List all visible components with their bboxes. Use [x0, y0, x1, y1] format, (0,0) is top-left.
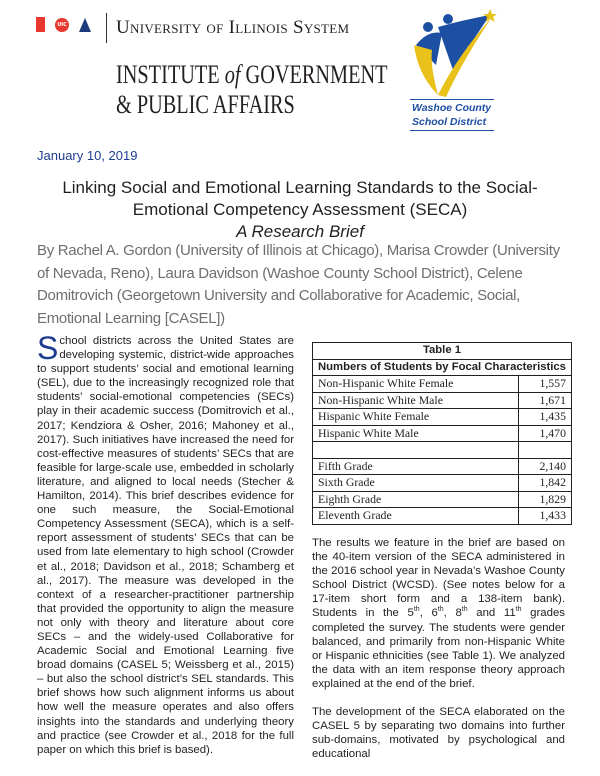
washoe-line1: Washoe County	[412, 102, 492, 114]
row-label: Non-Hispanic White Male	[313, 392, 519, 409]
sup: th	[515, 606, 522, 614]
row-value: 1,842	[519, 475, 572, 492]
title-line1: Linking Social and Emotional Learning Standards to the Social-	[62, 178, 538, 197]
table-row	[313, 376, 572, 393]
illinois-block-i-logo	[36, 17, 45, 32]
igpa-text: GOVERNMENT	[240, 60, 388, 89]
text: The results we feature in the brief are based on the 40-item version of the SECA administered in the 2016 school year in Nevada’s Washoe County School District (WCSD). (See notes below for a 17-item short form and a 138-item bank). Students in the 5	[312, 537, 565, 620]
row-value	[519, 442, 572, 459]
row-value: 2,140	[519, 458, 572, 475]
title-line2: Emotional Competency Assessment (SECA)	[132, 200, 468, 219]
right-column-text	[312, 536, 565, 761]
publication-date: January 10, 2019	[37, 148, 138, 163]
table-row	[313, 458, 572, 475]
igpa-text: INSTITUTE	[116, 60, 225, 89]
text: and 11	[467, 607, 516, 620]
row-value: 1,557	[519, 376, 572, 393]
subtitle: A Research Brief	[236, 222, 364, 241]
table-row	[313, 409, 572, 426]
university-system-title: University of Illinois System	[116, 17, 350, 38]
header-divider	[106, 13, 107, 43]
sup: th	[461, 606, 468, 614]
intro-paragraph: chool districts across the United States are developing systemic, district-wide approaches to support students’ social and emotional learning (SEL), due to the increasingly recognized role that students’ social-emotional competencies (SECs) play in their academic success (Domitrovich et al., 2017; Kendziora & Osher, 2016; Mahoney et al., 2017). Such initiatives have increased the need for cost-effective measures of students’ SECs that are feasible for large-scale use, embedded in scholarly literature, and aligned to local needs (Stecher & Hamilton, 2014). This brief describes evidence for one such measure, the Social-Emotional Competency Assessment (SECA), which is a self-report assessment of students’ SECs that can be used from late elementary to high school (Crowder et al., 2018; Davidson et al., 2018; Schamberg et al., 2017). The measure was developed in the context of a researcher-practitioner partnership that provided the opportunity to align the measure not only with theory and literature about core SECs – and the widely-used Collaborative for Academic Social and Emotional Learning five broad domains (CASEL 5; Weissberg et al., 2015) – but also the school district’s SEL standards. This brief shows how such alignment informs us about how well the measure operates and also offers insights into the standards and underlying theory and practice (see Crowder et al., 2018 for the full paper on which this brief is based).	[37, 335, 294, 756]
row-value: 1,470	[519, 425, 572, 442]
row-label: Eighth Grade	[313, 491, 519, 508]
igpa-title-line2: & PUBLIC AFFAIRS	[116, 90, 295, 119]
row-value: 1,829	[519, 491, 572, 508]
row-label: Fifth Grade	[313, 458, 519, 475]
table-row	[313, 475, 572, 492]
text: , 8	[443, 607, 462, 620]
washoe-line2: School District	[412, 116, 487, 128]
uic-logo: UIC	[55, 18, 69, 32]
text: grades completed the survey. The students were gender balanced, and primarily from non-Hispanic White or Hispanic ethnicities (see Table 1). We analyzed the data with an item response theory approach explained at the end of the brief.	[312, 607, 565, 690]
author-byline: By Rachel A. Gordon (University of Illinois at Chicago), Marisa Crowder (University of Nevada, Reno), Laura Davidson (Washoe County School District), Celene Domitrovich (Georgetown University and Collaborative for Academic, Social, Emotional Learning [CASEL])	[37, 242, 560, 327]
sup: th	[437, 606, 444, 614]
results-paragraph	[312, 536, 565, 691]
table-row	[313, 508, 572, 525]
igpa-of: of	[224, 60, 241, 89]
table-subtitle: Numbers of Students by Focal Characteristics	[313, 359, 572, 376]
row-label: Sixth Grade	[313, 475, 519, 492]
sup: th	[413, 606, 420, 614]
dropcap: S	[37, 330, 59, 366]
table-title: Table 1	[313, 343, 572, 360]
row-label	[313, 442, 519, 459]
row-value: 1,671	[519, 392, 572, 409]
row-label: Hispanic White Male	[313, 425, 519, 442]
university-logos	[36, 17, 91, 32]
table-row	[313, 442, 572, 459]
row-value: 1,433	[519, 508, 572, 525]
table-1	[312, 342, 572, 525]
washoe-county-text	[410, 99, 494, 131]
row-value: 1,435	[519, 409, 572, 426]
row-label: Hispanic White Female	[313, 409, 519, 426]
row-label: Non-Hispanic White Female	[313, 376, 519, 393]
table-row	[313, 392, 572, 409]
text: , 6	[419, 607, 438, 620]
development-paragraph: The development of the SECA elaborated on the CASEL 5 by separating two domains into further sub-domains, motivated by psychological and educational	[312, 706, 565, 761]
table-row	[313, 425, 572, 442]
table-row	[313, 491, 572, 508]
left-column-text	[37, 330, 294, 757]
washoe-county-logo	[408, 5, 498, 97]
igpa-title-line1	[116, 60, 388, 90]
row-label: Eleventh Grade	[313, 508, 519, 525]
springfield-dome-logo	[79, 18, 91, 32]
